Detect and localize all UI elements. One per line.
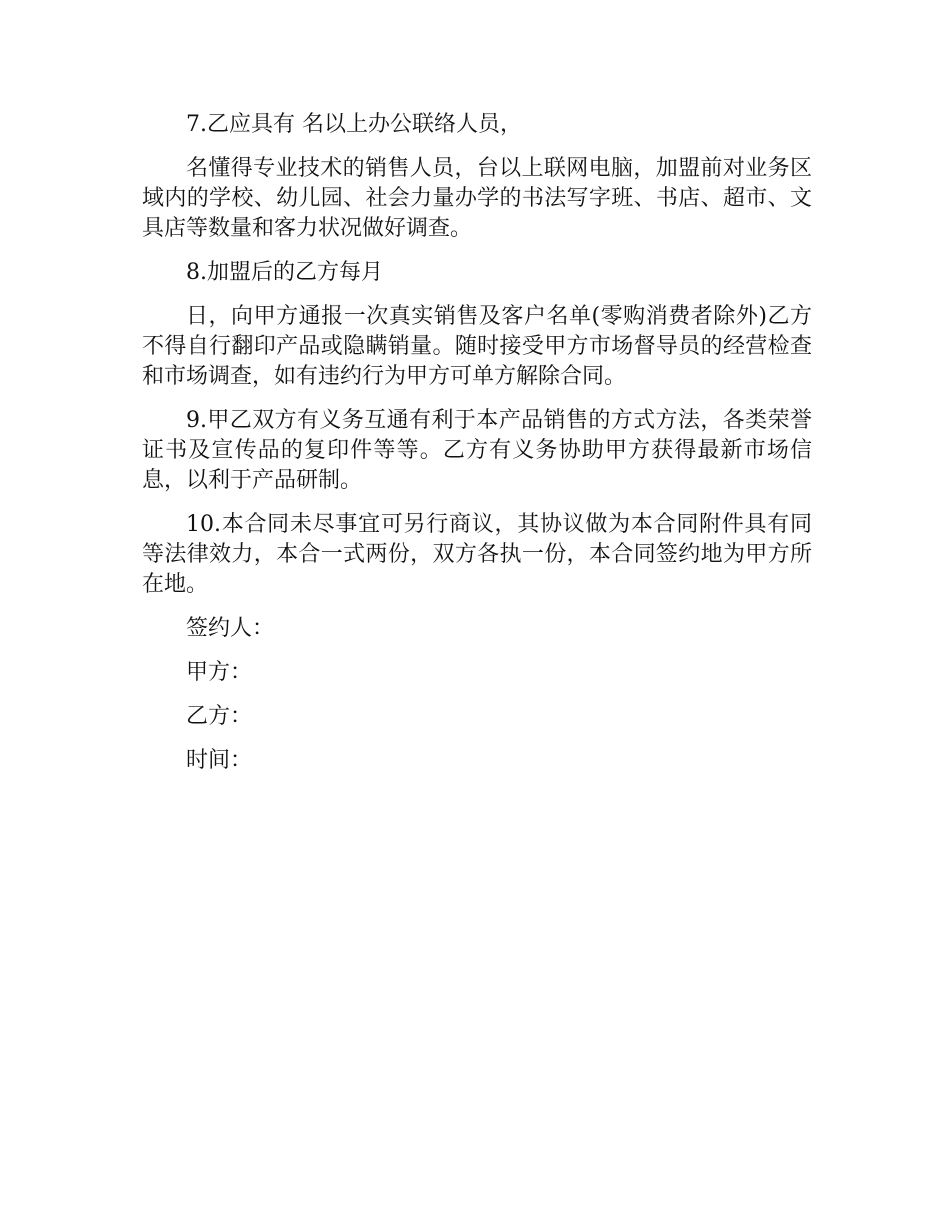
- clause-9: 9.甲乙双方有义务互通有利于本产品销售的方式方法，各类荣誉证书及宣传品的复印件等等。乙方有义务协助甲方获得最新市场信息，以利于产品研制。: [142, 408, 812, 493]
- party-b-label: 乙方：: [186, 704, 253, 729]
- clause-8: 8.加盟后的乙方每月: [186, 260, 383, 285]
- clause-7-continued: 名懂得专业技术的销售人员，台以上联网电脑，加盟前对业务区域内的学校、幼儿园、社会力量办学的书法写字班、书店、超市、文具店等数量和客力状况做好调查。: [142, 156, 812, 241]
- party-a-label: 甲方：: [186, 660, 253, 685]
- document-page: [142, 110, 812, 790]
- clause-8-continued: 日，向甲方通报一次真实销售及客户名单(零购消费者除外)乙方不得自行翻印产品或隐瞒销量。随时接受甲方市场督导员的经营检查和市场调查，如有违约行为甲方可单方解除合同。: [142, 304, 812, 389]
- clause-7: 7.乙应具有 名以上办公联络人员，: [186, 112, 522, 137]
- signature-block: [142, 614, 812, 776]
- clause-10: 10.本合同未尽事宜可另行商议，其协议做为本合同附件具有同等法律效力，本合一式两份，双方各执一份，本合同签约地为甲方所在地。: [142, 512, 812, 597]
- time-label: 时间：: [186, 748, 253, 773]
- signer-label: 签约人：: [186, 616, 275, 641]
